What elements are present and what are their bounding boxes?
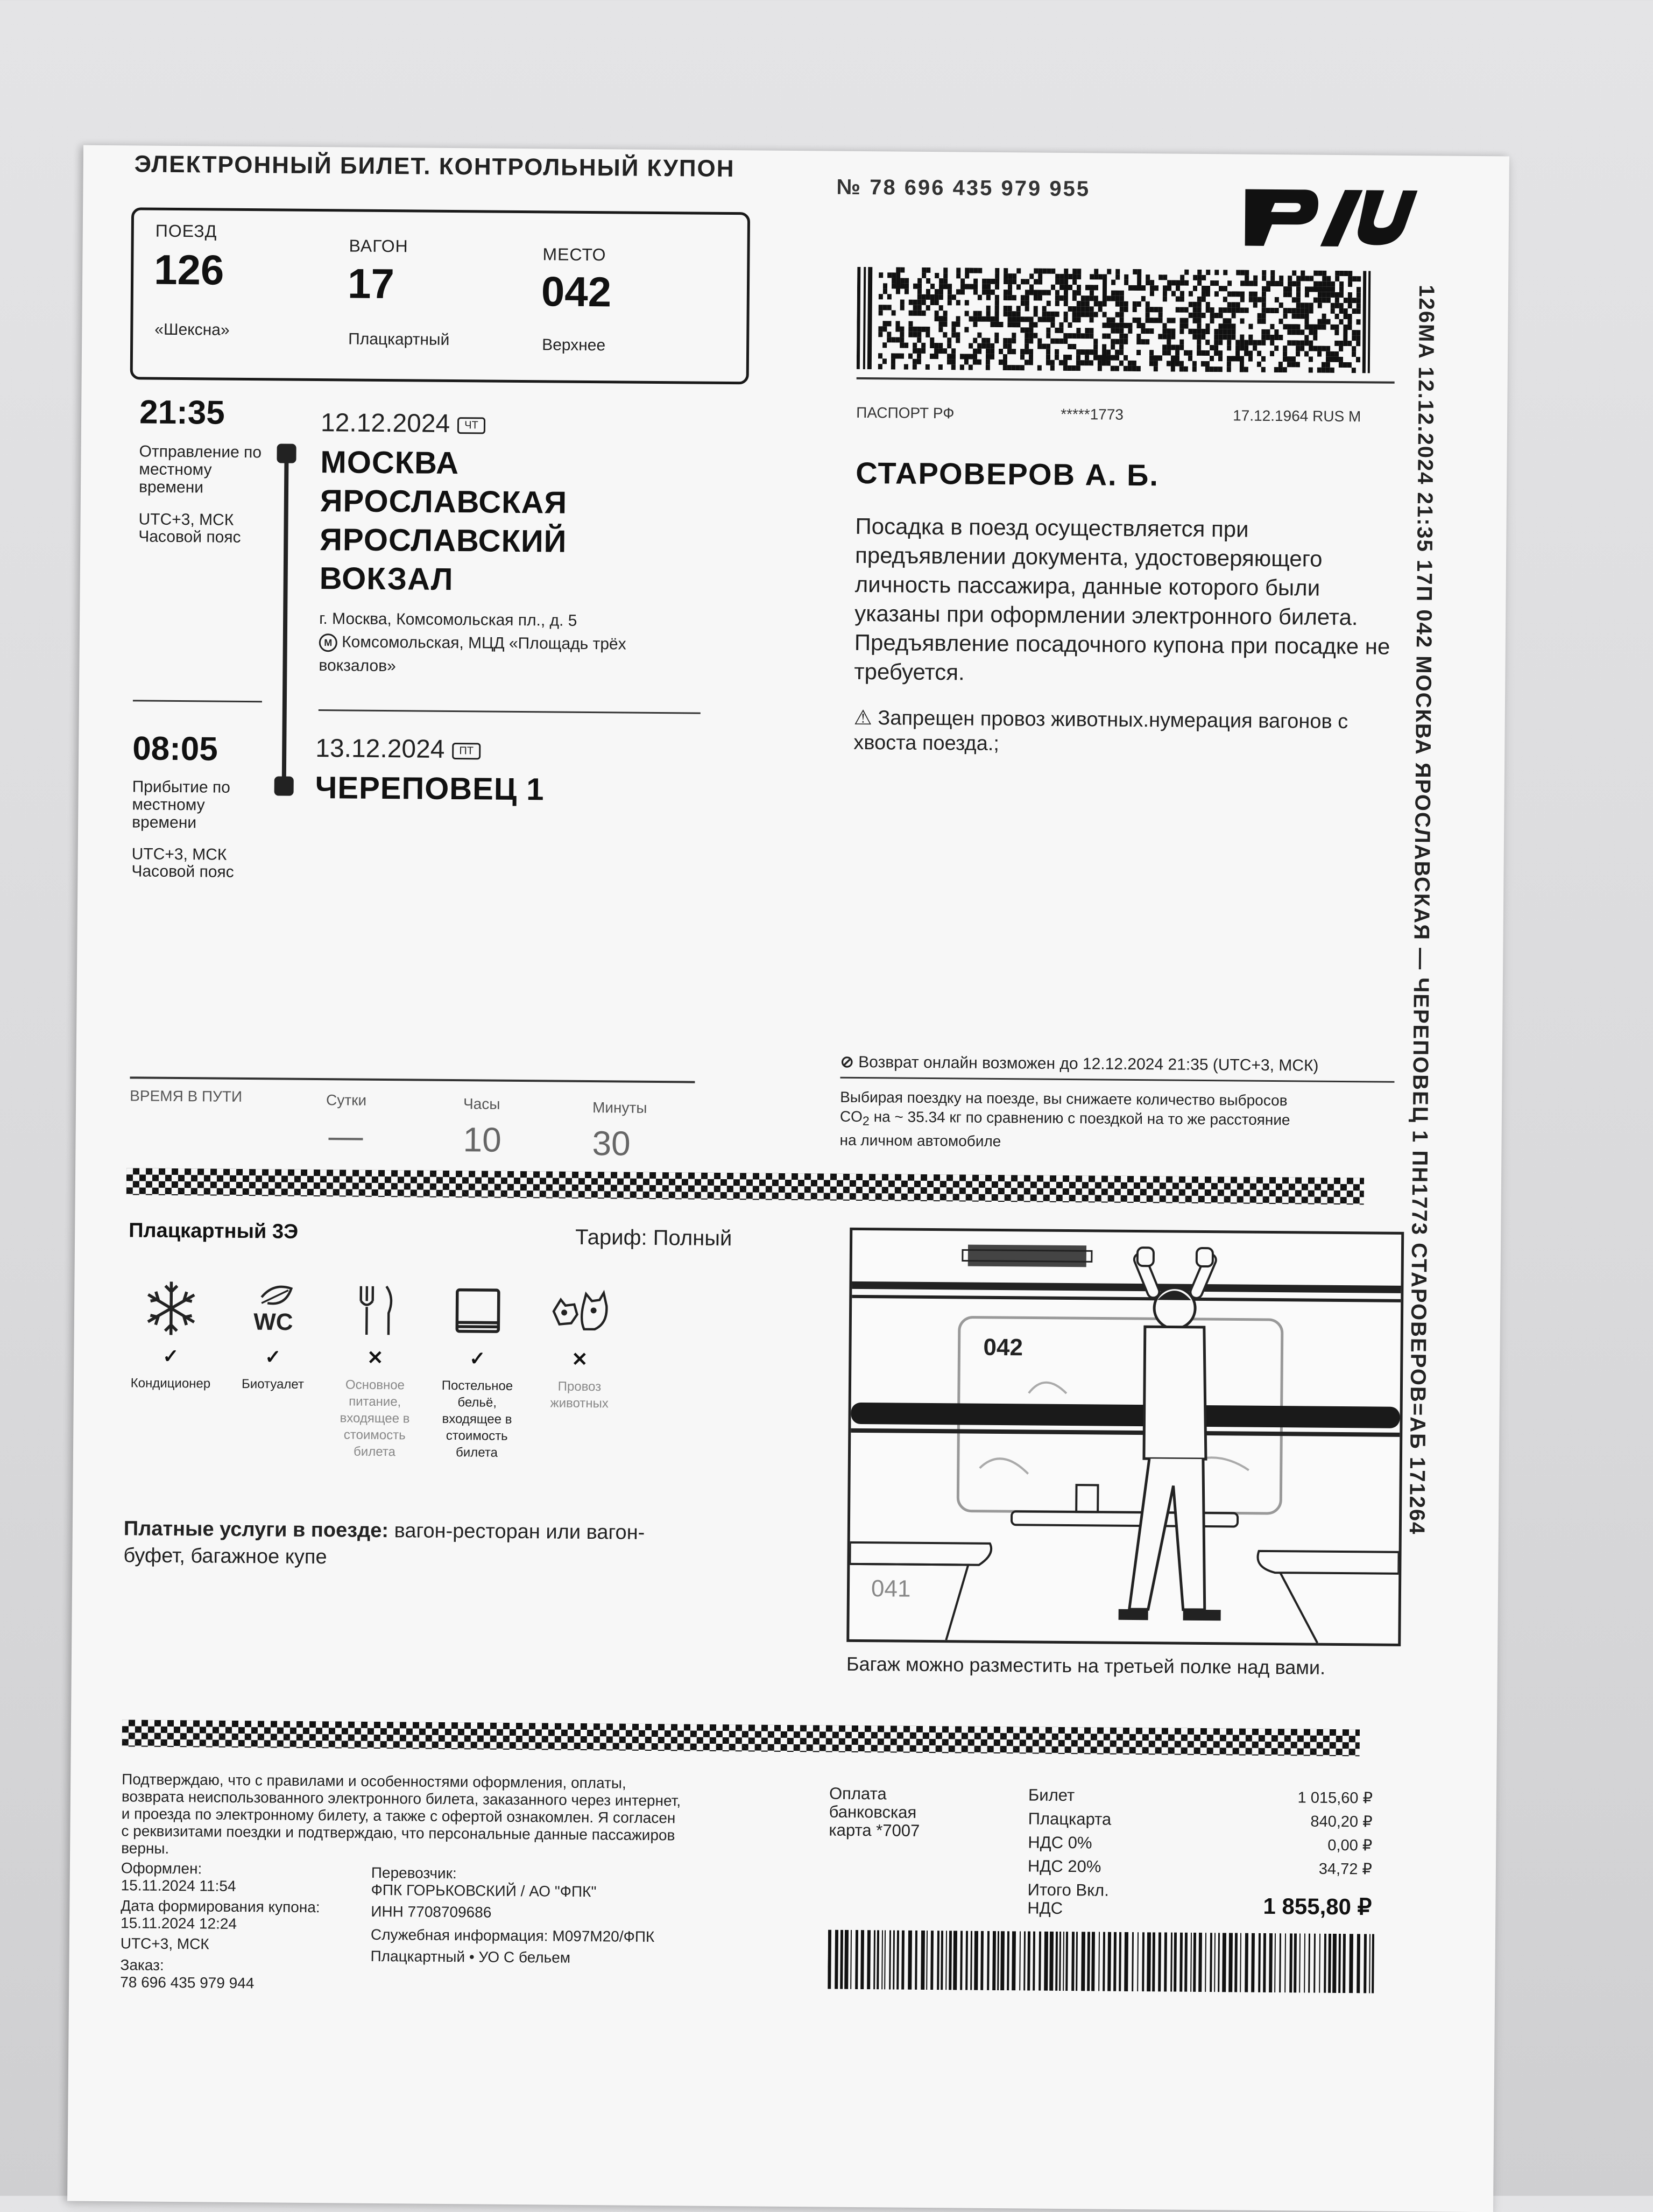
ticket-number: № 78 696 435 979 955 (836, 175, 1090, 202)
payment-row-value: 0,00 ₽ (1327, 1836, 1372, 1860)
service-info: Служебная информация: М097М20/ФПК (371, 1926, 655, 1946)
arrival-date-text: 13.12.2024 (315, 734, 445, 764)
amenity-mark: ✓ (432, 1347, 523, 1370)
route-end-dot (274, 776, 294, 795)
car-service-info: Плацкартный • УО С бельем (371, 1948, 571, 1967)
amenity-label: Провоз животных (534, 1378, 625, 1412)
train-number: 126 (154, 245, 224, 295)
payment-method: Оплата банковская карта *7007 (829, 1785, 953, 1841)
eco-line-2 (840, 1107, 1394, 1135)
eco-info (839, 1088, 1394, 1154)
divider (840, 1077, 1394, 1083)
payment-total-label: Итого Вкл. НДС (1027, 1880, 1135, 1918)
payment-row-value: 34,72 ₽ (1319, 1859, 1372, 1884)
payment-row (1028, 1786, 1373, 1812)
warning-icon: ⚠ (854, 707, 872, 729)
departure-date-text: 12.12.2024 (321, 408, 450, 438)
amenity-mark: ✕ (329, 1346, 421, 1369)
illustration-seat-bottom: 041 (871, 1575, 911, 1602)
travel-days-label: Сутки (326, 1091, 366, 1109)
car-type: Плацкартный (348, 330, 449, 349)
route-line (282, 451, 289, 785)
order-label: Заказ: (120, 1956, 164, 1974)
train-name: «Шексна» (154, 321, 230, 340)
warning-text: Запрещен провоз животных.нумерация вагонов с хвоста поезда.; (853, 707, 1348, 755)
amenity-label: Кондиционер (125, 1375, 216, 1392)
checker-divider (126, 1168, 1364, 1204)
amenity-label: Основное питание, входящее в стоимость билета (329, 1376, 421, 1460)
departure-station-line: ЯРОСЛАВСКАЯ (320, 482, 697, 523)
side-ticket-code: 126МА 12.12.2024 21:35 17П 042 МОСКВА ЯРОСЛАВСКАЯ — ЧЕРЕПОВЕЦ 1 ПН1773 СТАРОВЕРОВ=АБ 171264 (1398, 285, 1438, 1307)
amenity-mark: ✕ (534, 1348, 625, 1371)
warning (853, 706, 1397, 759)
eco-line-1: Выбирая поездку на поезде, вы снижаете количество выбросов (840, 1088, 1394, 1111)
payment-barcode (828, 1930, 1377, 1993)
issued-date: 15.11.2024 11:54 (121, 1877, 236, 1895)
arrival-tz: UTC+3, МСК (132, 845, 227, 863)
amenity-air-conditioning (125, 1276, 217, 1392)
wc-icon (244, 1279, 303, 1339)
svg-text:WC: WC (253, 1309, 293, 1336)
departure-date (321, 408, 485, 439)
departure-station-line: ВОКЗАЛ (319, 559, 696, 601)
coupon-date-label: Дата формирования купона: (121, 1897, 320, 1916)
paid-services (123, 1515, 673, 1573)
travel-hours: 10 (463, 1119, 501, 1160)
issued-label: Оформлен: (121, 1859, 202, 1877)
eco-line-3: на личном автомобиле (839, 1130, 1394, 1154)
travel-minutes-label: Минуты (592, 1099, 647, 1117)
refund-text: Возврат онлайн возможен до 12.12.2024 21:35 (UTC+3, МСК) (858, 1053, 1319, 1075)
arrival-time-note: Прибытие по местному времени (132, 778, 256, 832)
travel-label: ВРЕМЯ В ПУТИ (130, 1087, 242, 1105)
payment-row-label: Плацкарта (1028, 1809, 1111, 1834)
amenity-meals (329, 1277, 422, 1460)
boarding-text: Посадка в поезд осуществляется при предъявлении документа, удостоверяющего личность пассажира, данные которого были указаны при оформлении электронного билета. Предъявление посадочного купона при посадке не требуется. (854, 512, 1399, 691)
amenity-mark: ✓ (227, 1345, 319, 1369)
travel-hours-label: Часы (463, 1095, 500, 1113)
arrival-tz-note: Часовой пояс (131, 862, 234, 880)
paid-services-label: Платные услуги в поезде: (124, 1517, 388, 1542)
carrier-inn: ИНН 7708709686 (371, 1903, 491, 1921)
departure-station (319, 443, 697, 601)
departure-time: 21:35 (139, 393, 225, 432)
co2-text: CO (840, 1108, 863, 1125)
refund-info (840, 1053, 1319, 1075)
amenity-mark: ✓ (125, 1344, 216, 1368)
arrival-date (315, 734, 481, 764)
payment-row-value: 840,20 ₽ (1310, 1812, 1373, 1836)
amenity-biotoilet (227, 1277, 320, 1393)
luggage-shelf-drawing (849, 1230, 1401, 1644)
payment-table (1027, 1786, 1373, 1920)
payment-total-row (1027, 1880, 1372, 1920)
carrier-label: Перевозчик: (371, 1864, 457, 1882)
divider (133, 700, 262, 702)
seat-label: МЕСТО (542, 244, 606, 265)
illustration-seat-top: 042 (983, 1334, 1023, 1361)
train-label: ПОЕЗД (156, 221, 217, 242)
payment-total: 1 855,80 ₽ (1263, 1893, 1372, 1920)
payment-row (1028, 1857, 1372, 1883)
pets-icon (548, 1281, 613, 1341)
departure-day-badge: ЧТ (457, 417, 485, 434)
departure-station-line: ЯРОСЛАВСКИЙ (320, 520, 697, 562)
birth-info: 17.12.1964 RUS M (1233, 407, 1361, 425)
seat-number: 042 (541, 267, 612, 316)
co2-subscript: 2 (863, 1114, 870, 1128)
order-number: 78 696 435 979 944 (120, 1974, 254, 1992)
bedding-icon (448, 1281, 508, 1341)
rzd-logo (1240, 178, 1418, 250)
doc-number: *****1773 (1061, 406, 1124, 424)
metro-icon: М (319, 633, 337, 652)
arrival-station: ЧЕРЕПОВЕЦ 1 (315, 769, 544, 809)
coupon-tz: UTC+3, МСК (121, 1935, 209, 1953)
checker-divider (122, 1720, 1360, 1756)
amenity-pets (534, 1279, 626, 1412)
ticket-2d-barcode (857, 267, 1374, 374)
eco-line-2-text: на ~ 35.34 кг по сравнению с поездкой на то же расстояние (870, 1108, 1290, 1128)
payment-row-value: 1 015,60 ₽ (1297, 1788, 1373, 1812)
departure-metro-text: Комсомольская, МЦД «Площадь трёх вокзалов» (319, 633, 626, 675)
tariff: Тариф: Полный (575, 1225, 732, 1251)
ticket-page (67, 145, 1509, 2212)
departure-address: г. Москва, Комсомольская пл., д. 5 (319, 607, 685, 633)
arrival-day-badge: ПТ (452, 743, 481, 759)
departure-metro (319, 630, 685, 680)
luggage-illustration (846, 1228, 1404, 1646)
fork-knife-icon (346, 1280, 406, 1340)
doc-type: ПАСПОРТ РФ (856, 404, 955, 422)
travel-days: — (328, 1116, 363, 1156)
no-entry-icon: ⊘ (840, 1053, 854, 1071)
snowflake-icon (142, 1279, 201, 1339)
departure-time-note: Отправление по местному времени (139, 442, 263, 497)
route-start-dot (277, 443, 296, 463)
payment-row-label: Билет (1028, 1786, 1075, 1810)
amenity-label: Биотуалет (227, 1376, 319, 1393)
payment-row (1028, 1809, 1372, 1836)
paid-services-text: вагон-ресторан или вагон-буфет, багажное купе (123, 1519, 645, 1568)
carrier-name: ФПК ГОРЬКОВСКИЙ / АО "ФПК" (371, 1882, 596, 1900)
train-info-box (130, 207, 750, 384)
departure-tz: UTC+3, МСК (138, 510, 234, 529)
travel-minutes: 30 (592, 1123, 631, 1164)
divider (857, 377, 1395, 384)
agreement-text: Подтверждаю, что с правилами и особенностями оформления, оплаты, возврата неиспользованного электронного билета, заказанного через интернет, и проезда по электронному билету, а также с офертой ознакомлен. Я согласен с реквизитами поездки и подтверждаю, что персональные данные пассажиров верны. (121, 1771, 681, 1861)
car-label: ВАГОН (349, 236, 408, 256)
service-class: Плацкартный 3Э (129, 1219, 298, 1243)
payment-row (1028, 1833, 1372, 1859)
departure-station-line: МОСКВА (320, 443, 697, 484)
divider (130, 1076, 695, 1083)
amenity-bedding (431, 1278, 524, 1461)
amenity-label: Постельное бельё, входящее в стоимость билета (431, 1377, 523, 1461)
illustration-caption: Багаж можно разместить на третьей полке над вами. (846, 1653, 1326, 1679)
payment-row-label: НДС 20% (1028, 1857, 1101, 1881)
passenger-name: СТАРОВЕРОВ А. Б. (856, 455, 1159, 492)
car-number: 17 (348, 259, 394, 308)
arrival-time: 08:05 (132, 729, 218, 768)
payment-row-label: НДС 0% (1028, 1833, 1092, 1857)
divider (319, 709, 701, 714)
seat-type: Верхнее (542, 336, 605, 355)
ticket-header-title: ЭЛЕКТРОННЫЙ БИЛЕТ. КОНТРОЛЬНЫЙ КУПОН (135, 151, 735, 182)
coupon-date: 15.11.2024 12:24 (121, 1914, 237, 1933)
departure-tz-note: Часовой пояс (138, 527, 241, 546)
